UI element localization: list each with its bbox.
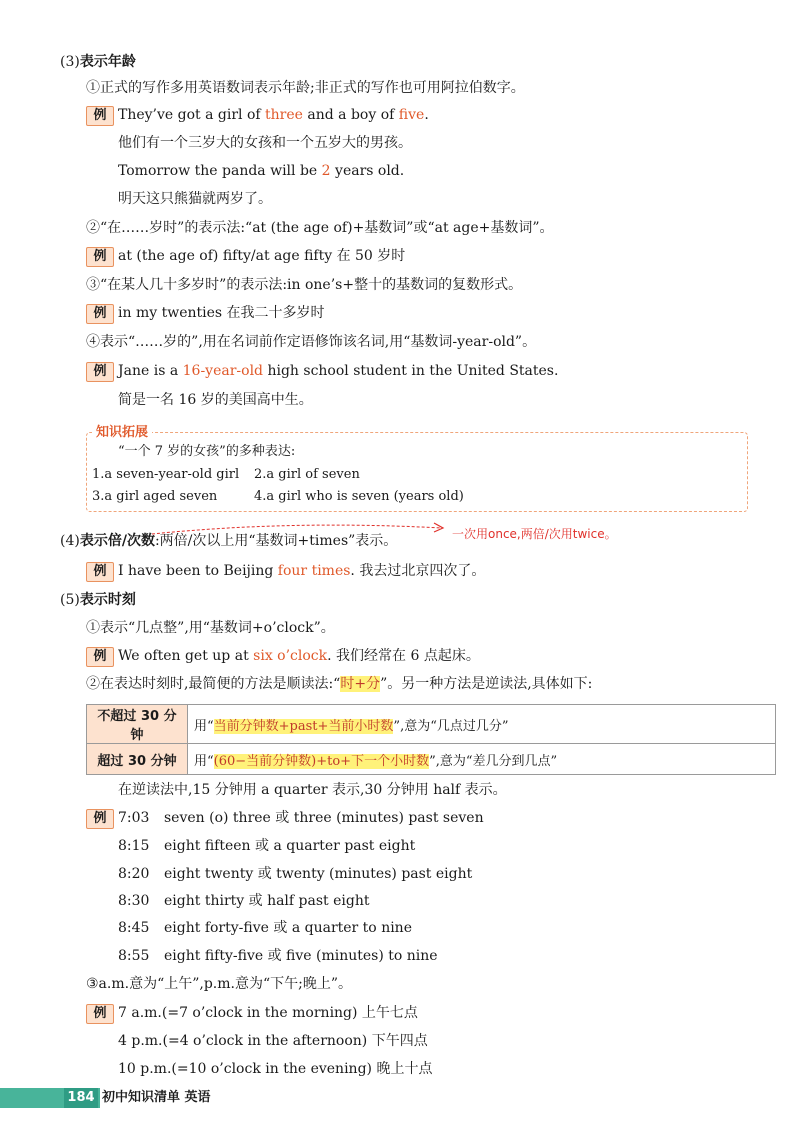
section-text: :两倍/次以上用“基数词+times”表示。: [154, 533, 398, 549]
age-example-1-translation: 他们有一个三岁大的女孩和一个五岁大的男孩。: [118, 135, 412, 151]
knowledge-item: 1.a seven-year-old girl: [92, 467, 240, 482]
example-text: Tomorrow the panda will be: [118, 163, 322, 179]
knowledge-item: 2.a girl of seven: [254, 467, 360, 482]
section-heading-clock: [60, 590, 136, 610]
example-text: . 我去过北京四次了。: [350, 563, 486, 579]
time-reading: eight twenty 或 twenty (minutes) past eight: [164, 866, 473, 882]
highlighted-phrase: 时+分: [340, 676, 381, 692]
time-value: 8:55: [118, 948, 150, 964]
table-row: [87, 705, 776, 744]
time-reading: eight forty-five 或 a quarter to nine: [164, 920, 412, 936]
knowledge-item: 4.a girl who is seven (years old): [254, 489, 464, 504]
highlight-word: four times: [277, 563, 351, 579]
example-text: . 我们经常在 6 点起床。: [327, 648, 480, 664]
time-value: 8:15: [118, 838, 150, 854]
table-row: [87, 744, 776, 775]
cell-text: ”,意为“几点过几分”: [393, 718, 509, 734]
rule-text: ②在表达时刻时,最简便的方法是顺读法:“: [86, 676, 341, 692]
clock-note: 在逆读法中,15 分钟用 a quarter 表示,30 分钟用 half 表示。: [118, 782, 507, 798]
section-title: 表示年龄: [79, 54, 136, 70]
time-reading: eight fifty-five 或 five (minutes) to nine: [164, 948, 438, 964]
clock-example-1: [118, 646, 480, 666]
clock-rule-3: ③a.m.意为“上午”,p.m.意为“下午;晚上”。: [86, 976, 353, 992]
knowledge-box-title: 知识拓展: [92, 424, 152, 442]
footer-title: 初中知识清单 英语: [102, 1090, 211, 1105]
age-example-4: in my twenties 在我二十多岁时: [118, 305, 325, 321]
highlight-word: 2: [321, 163, 331, 179]
example-text: I have been to Beijing: [118, 563, 278, 579]
cell-text: 用“: [194, 718, 214, 734]
age-example-2-translation: 明天这只熊猫就两岁了。: [118, 191, 272, 207]
highlight-word: 16-year-old: [182, 363, 264, 379]
knowledge-item: 3.a girl aged seven: [92, 489, 218, 504]
ampm-example: 10 p.m.(=10 o’clock in the evening) 晚上十点: [118, 1061, 433, 1077]
highlighted-phrase: (60−当前分钟数)+to+下一个小时数: [213, 753, 430, 769]
example-text: They’ve got a girl of: [118, 107, 266, 123]
example-tag: 例: [86, 247, 114, 267]
page-number: 184: [64, 1088, 98, 1108]
section-heading-age: [60, 52, 136, 72]
knowledge-intro: “一个 7 岁的女孩”的多种表达:: [118, 444, 296, 459]
example-tag: 例: [86, 809, 114, 829]
time-reading: seven (o) three 或 three (minutes) past seven: [164, 810, 484, 826]
time-value: 7:03: [118, 810, 150, 826]
section-number: (4): [60, 533, 80, 549]
time-value: 8:45: [118, 920, 150, 936]
section-title: 表示时刻: [79, 592, 136, 608]
highlighted-phrase: 当前分钟数+past+当前小时数: [213, 718, 394, 734]
age-rule-2: ②“在……岁时”的表示法:“at (the age of)+基数词”或“at age+基数词”。: [86, 220, 554, 236]
example-tag: 例: [86, 106, 114, 126]
example-tag: 例: [86, 304, 114, 324]
example-text: and a boy of: [302, 107, 399, 123]
example-text: Jane is a: [118, 363, 183, 379]
highlight-word: six o’clock: [253, 648, 328, 664]
example-text: We often get up at: [118, 648, 254, 664]
age-example-3: at (the age of) fifty/at age fifty 在 50 岁时: [118, 248, 406, 264]
table-row-label: 超过 30 分钟: [87, 744, 188, 775]
section-title: 表示倍/次数: [79, 533, 155, 549]
age-rule-3: ③“在某人几十多岁时”的表示法:in one’s+整十的基数词的复数形式。: [86, 277, 523, 293]
rule-text: ”。另一种方法是逆读法,具体如下:: [380, 676, 593, 692]
handwritten-arrow-icon: [150, 516, 450, 538]
time-value: 8:20: [118, 866, 150, 882]
clock-rule-2: [86, 674, 592, 694]
table-row-content: [188, 705, 776, 744]
age-example-1: [118, 105, 429, 125]
cell-text: ”,意为“差几分到几点”: [429, 753, 558, 769]
section-number: (3): [60, 54, 80, 70]
table-row-content: [188, 744, 776, 775]
age-example-5: [118, 361, 558, 381]
example-tag: 例: [86, 647, 114, 667]
time-reading: eight thirty 或 half past eight: [164, 893, 370, 909]
age-example-5-translation: 简是一名 16 岁的美国高中生。: [118, 392, 313, 408]
table-row-label: 不超过 30 分钟: [87, 705, 188, 744]
reverse-reading-table: [86, 704, 776, 775]
age-rule-1: ①正式的写作多用英语数词表示年龄;非正式的写作也可用阿拉伯数字。: [86, 80, 525, 96]
example-tag: 例: [86, 362, 114, 382]
time-reading: eight fifteen 或 a quarter past eight: [164, 838, 416, 854]
example-tag: 例: [86, 562, 114, 582]
highlight-word: three: [265, 107, 303, 123]
example-text: high school student in the United States.: [263, 363, 559, 379]
age-example-2: [118, 161, 404, 181]
time-value: 8:30: [118, 893, 150, 909]
cell-text: 用“: [194, 753, 214, 769]
times-example: [118, 561, 485, 581]
section-number: (5): [60, 592, 80, 608]
age-rule-4: ④表示“……岁的”,用在名词前作定语修饰该名词,用“基数词-year-old”。: [86, 334, 537, 350]
example-text: .: [424, 107, 429, 123]
highlight-word: five: [398, 107, 425, 123]
clock-rule-1: ①表示“几点整”,用“基数词+o’clock”。: [86, 620, 335, 636]
handwritten-note: 一次用once,两倍/次用twice。: [452, 527, 617, 541]
example-tag: 例: [86, 1004, 114, 1024]
example-text: years old.: [330, 163, 405, 179]
ampm-example: 7 a.m.(=7 o’clock in the morning) 上午七点: [118, 1005, 418, 1021]
ampm-example: 4 p.m.(=4 o’clock in the afternoon) 下午四点: [118, 1033, 428, 1049]
